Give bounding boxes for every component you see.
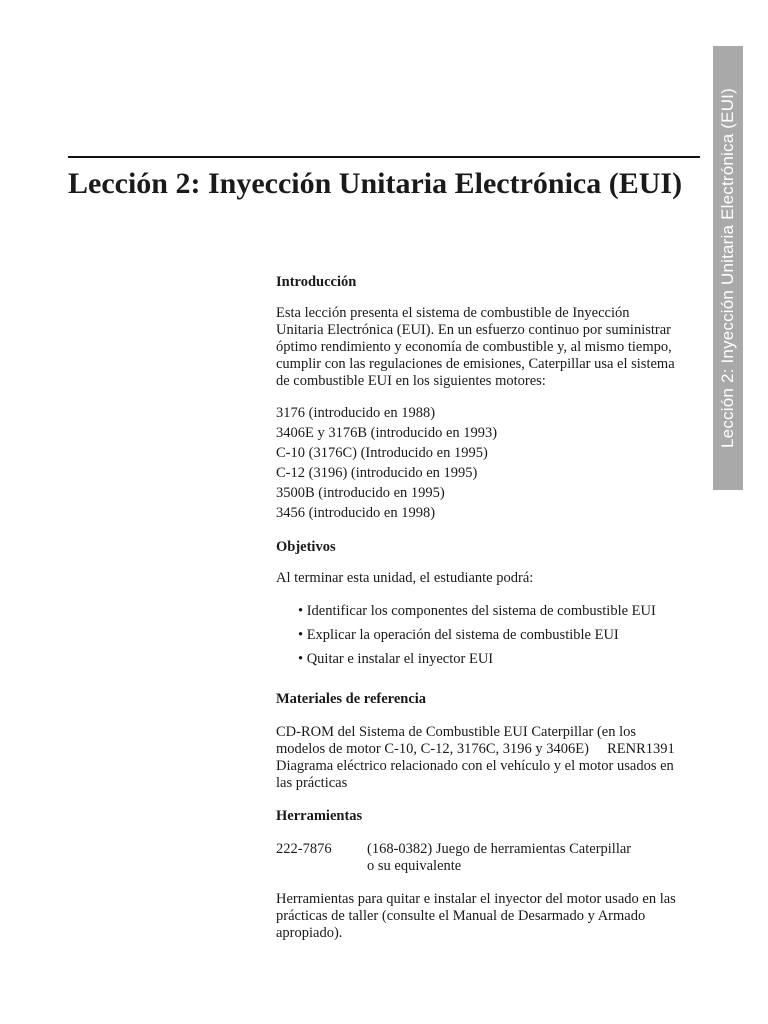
references-heading: Materiales de referencia bbox=[276, 691, 427, 707]
tools-note-line: apropiado). bbox=[276, 925, 343, 941]
engine-item: 3406E y 3176B (introducido en 1993) bbox=[276, 425, 498, 441]
tool-desc-line: o su equivalente bbox=[367, 858, 462, 874]
side-tab bbox=[713, 46, 743, 490]
title-rule bbox=[68, 156, 700, 158]
tools-note bbox=[276, 891, 704, 942]
objectives-list bbox=[276, 599, 704, 671]
engine-list bbox=[276, 403, 704, 523]
reference-line: Diagrama eléctrico relacionado con el vehículo y el motor usados en bbox=[276, 758, 674, 774]
tools-note-line: Herramientas para quitar e instalar el inyector del motor usado en las bbox=[276, 891, 676, 907]
engine-item: 3176 (introducido en 1988) bbox=[276, 405, 436, 421]
intro-line: Unitaria Electrónica (EUI). En un esfuerzo continuo por suministrar bbox=[276, 322, 671, 338]
main-content bbox=[276, 274, 704, 942]
intro-line: óptimo rendimiento y economía de combustible y, al mismo tiempo, bbox=[276, 339, 672, 355]
objective-item: • Explicar la operación del sistema de combustible EUI bbox=[298, 627, 619, 643]
objectives-lead: Al terminar esta unidad, el estudiante podrá: bbox=[276, 570, 534, 586]
references-paragraph bbox=[276, 724, 704, 792]
intro-line: cumplir con las regulaciones de emisiones, Caterpillar usa el sistema bbox=[276, 356, 675, 372]
tool-desc-line: (168-0382) Juego de herramientas Caterpillar bbox=[367, 841, 632, 857]
page-title: Lección 2: Inyección Unitaria Electrónica (EUI) bbox=[68, 167, 683, 200]
engine-item: C-10 (3176C) (Introducido en 1995) bbox=[276, 445, 488, 461]
objective-item: • Identificar los componentes del sistema de combustible EUI bbox=[298, 603, 656, 619]
reference-line: CD-ROM del Sistema de Combustible EUI Caterpillar (en los bbox=[276, 724, 637, 740]
tool-row bbox=[276, 841, 704, 875]
intro-line: de combustible EUI en los siguientes motores: bbox=[276, 373, 546, 389]
engine-item: C-12 (3196) (introducido en 1995) bbox=[276, 465, 478, 481]
tool-part-number: 222-7876 bbox=[276, 841, 332, 857]
tools-heading: Herramientas bbox=[276, 808, 363, 824]
reference-line: las prácticas bbox=[276, 775, 348, 791]
engine-item: 3456 (introducido en 1998) bbox=[276, 505, 436, 521]
intro-heading: Introducción bbox=[276, 274, 357, 290]
objective-item: • Quitar e instalar el inyector EUI bbox=[298, 651, 494, 667]
engine-item: 3500B (introducido en 1995) bbox=[276, 485, 445, 501]
reference-line: modelos de motor C-10, C-12, 3176C, 3196 y 3406E) RENR1391 bbox=[276, 741, 675, 757]
intro-line: Esta lección presenta el sistema de combustible de Inyección bbox=[276, 305, 630, 321]
side-tab-label: Lección 2: Inyección Unitaria Electrónica (EUI) bbox=[718, 88, 737, 448]
intro-paragraph bbox=[276, 305, 704, 390]
tools-note-line: prácticas de taller (consulte el Manual de Desarmado y Armado bbox=[276, 908, 646, 924]
tool-description bbox=[367, 841, 704, 875]
objectives-heading: Objetivos bbox=[276, 539, 336, 555]
